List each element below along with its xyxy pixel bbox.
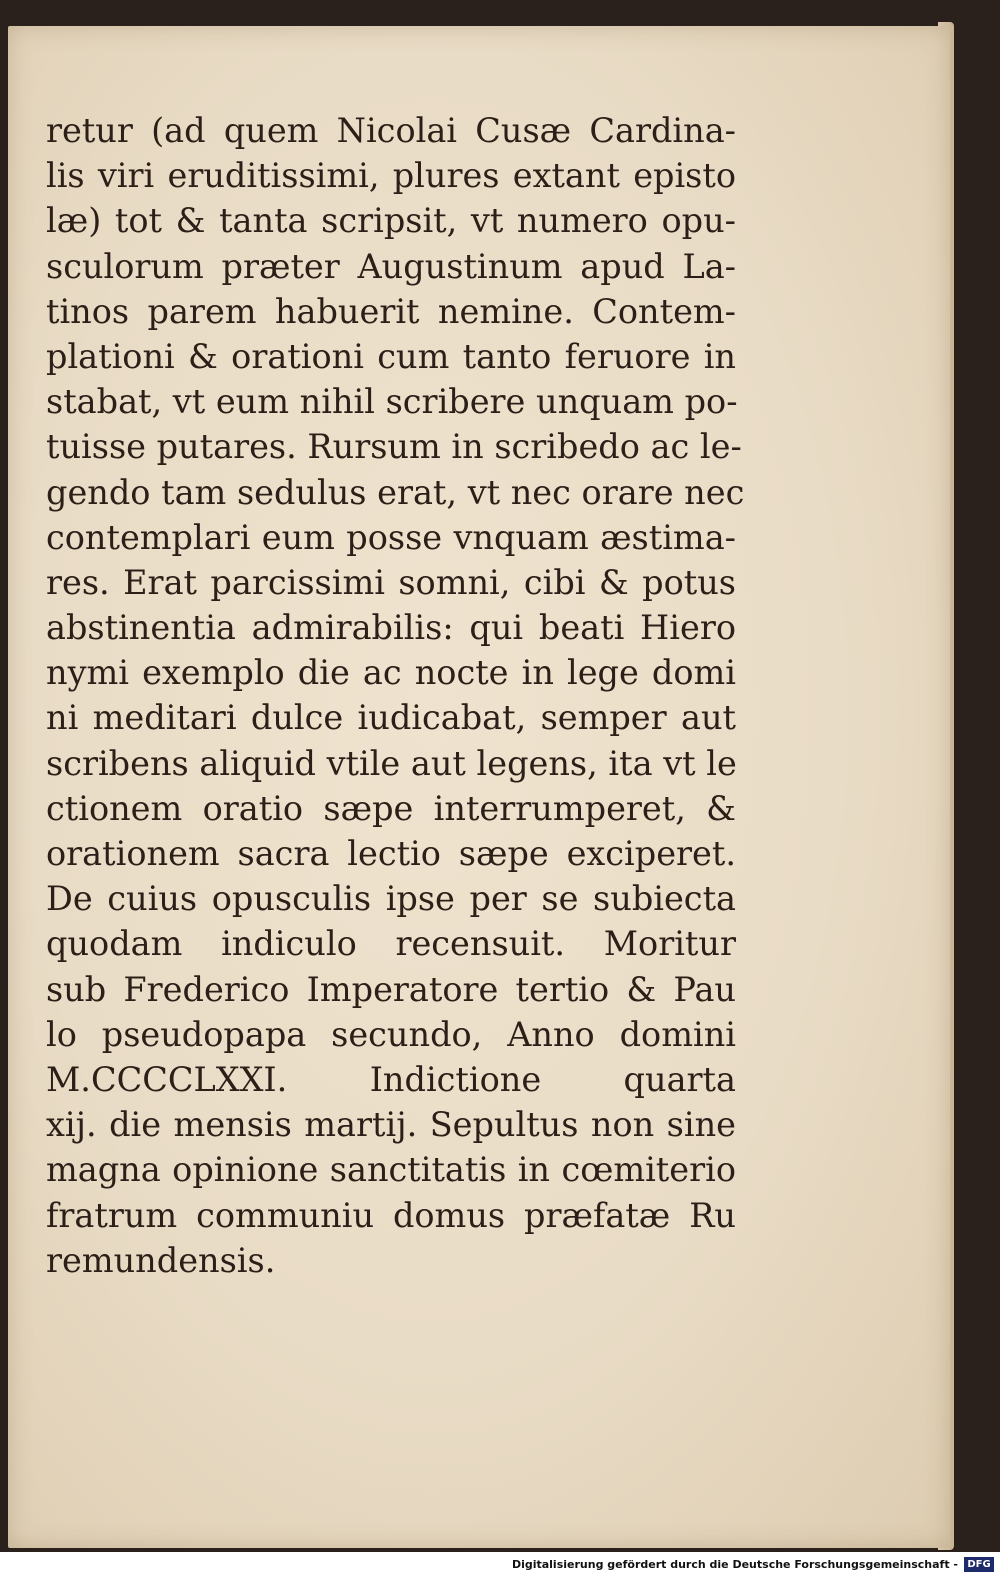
text-line: xij. die mensis martij. Sepultus non sine bbox=[46, 1105, 736, 1145]
text-line: contemplari eum posse vnquam æstima- bbox=[46, 517, 736, 557]
text-line: scribens aliquid vtile aut legens, ita vt le bbox=[46, 743, 737, 783]
text-line: sub Frederico Imperatore tertio & Pau bbox=[46, 969, 736, 1009]
text-line: quodam indiculo recensuit. Moritur bbox=[46, 924, 736, 964]
text-line: De cuius opusculis ipse per se subiecta bbox=[46, 879, 736, 919]
dfg-logo: DFG bbox=[964, 1557, 994, 1572]
text-line: plationi & orationi cum tanto feruore in bbox=[46, 336, 736, 376]
text-line: lis viri eruditissimi, plures extant episto bbox=[46, 156, 736, 196]
text-line: læ) tot & tanta scripsit, vt numero opu- bbox=[46, 201, 736, 241]
text-line: sculorum præter Augustinum apud La- bbox=[46, 246, 736, 286]
text-line: magna opinione sanctitatis in cœmiterio bbox=[46, 1150, 736, 1190]
text-line: fratrum communiu domus præfatæ Ru bbox=[46, 1195, 736, 1235]
text-line: lo pseudopapa secundo, Anno domini bbox=[46, 1014, 736, 1054]
text-line: tuisse putares. Rursum in scribedo ac le- bbox=[46, 427, 742, 467]
page-text bbox=[46, 108, 745, 1283]
text-line: res. Erat parcissimi somni, cibi & potus bbox=[46, 562, 736, 602]
text-line: M.CCCCLXXI. Indictione quarta bbox=[46, 1059, 736, 1099]
text-line: ni meditari dulce iudicabat, semper aut bbox=[46, 698, 736, 738]
text-line: stabat, vt eum nihil scribere unquam po- bbox=[46, 382, 738, 422]
text-line: ctionem oratio sæpe interrumperet, & bbox=[46, 788, 736, 828]
text-line: tinos parem habuerit nemine. Contem- bbox=[46, 291, 736, 331]
text-line: gendo tam sedulus erat, vt nec orare nec bbox=[46, 472, 745, 512]
text-line: abstinentia admirabilis: qui beati Hiero bbox=[46, 608, 736, 648]
text-line: retur (ad quem Nicolai Cusæ Cardina- bbox=[46, 111, 736, 150]
footer-bar bbox=[0, 1552, 1000, 1578]
text-line: remundensis. bbox=[46, 1240, 276, 1280]
funding-credit: Digitalisierung gefördert durch die Deutsche Forschungsgemeinschaft - bbox=[511, 1558, 958, 1571]
text-line: nymi exemplo die ac nocte in lege domi bbox=[46, 653, 736, 693]
text-line: orationem sacra lectio sæpe exciperet. bbox=[46, 834, 736, 873]
